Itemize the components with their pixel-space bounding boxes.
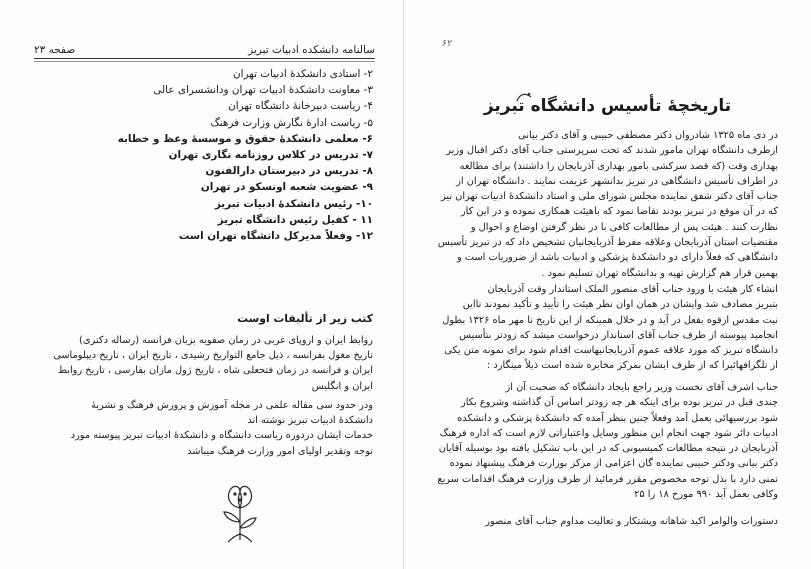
- left-page: [0, 0, 404, 569]
- floral-ornament-icon: [218, 478, 262, 544]
- text-line: دانشگاه تبریز که مورد علاقه عموم آذربایجانیهاست اقدام شود برای نمونه متن یکی: [444, 345, 778, 357]
- text-line: خدمات ایشان دردوره ریاست دانشگاه و دانشکدهٔ ادبیات تبریز پیوسته مورد: [70, 430, 373, 442]
- history-paragraph-1: [432, 128, 778, 281]
- list-item: ۱۱ - کفیل رئیس دانشگاه تبریز: [217, 213, 373, 226]
- text-line: آذربایجان در نتیجه مطالعات کمیسیونی که در این باب تشکیل یافته بود بوسیله آقایان: [438, 443, 778, 455]
- text-line: توجه وتقدیر اولیای امور وزارت فرهنگ میباشد: [187, 445, 373, 457]
- list-item: ۱۰- رئیس دانشکدهٔ ادبیات تبریز: [214, 197, 373, 210]
- history-paragraph-2: [432, 282, 778, 374]
- text-line: جناب اشرف آقای نخست وزیر راجع بایجاد دانشگاه که صحبت آن از: [505, 382, 778, 393]
- text-line: دانشکدهٔ ادبیات تبریز نوشته اند: [247, 415, 373, 427]
- text-line: دستورات والوامر اکید شاهانه وپشتکار و تعالیت مداوم جناب آقای منصور: [485, 516, 778, 527]
- text-line: وکافی بعمل آید ۹۹۰ مورخ ۱۸ را ۲۵: [634, 489, 778, 501]
- header-page-number: صفحه ۲۳: [34, 44, 76, 56]
- text-line: مقتضیات استان آذربایجان وعلاقه مفرط آذربایجانیان تشخیص داد که در تبریز تأسیس: [437, 237, 778, 249]
- telegram-paragraph: [432, 380, 778, 502]
- history-paragraph-4: [432, 514, 778, 529]
- header-title: سالنامه دانشکده ادبیات تبریز: [248, 44, 375, 56]
- list-item: ۴- ریاست دبیرخانهٔ دانشگاه تهران: [228, 100, 373, 113]
- list-item: ۵- ریاست ادارهٔ نگارش وزارت فرهنگ: [210, 116, 373, 129]
- text-line: در اطراف تأسیس دانشگاهی در تبریز بدانشهر عزیمت نمایند . دانشگاه تهران از: [456, 175, 778, 187]
- articles-paragraph: [23, 398, 373, 459]
- list-item: ۲- استادی دانشکدهٔ ادبیات تهران: [233, 68, 373, 80]
- works-subheading: کتب زیر از تألیفات اوست: [237, 312, 373, 325]
- text-line: نظارت کنند . هیئت پس از مطالعات کافی با در نظر گرفتن اوضاع و احوال و: [470, 221, 778, 233]
- list-item: ۸- تدریس در دبیرستان دارالفنون: [205, 165, 373, 178]
- text-line: انشاء کار هیئت با ورود جناب آقای منصور الملک استاندار وقت آذربایجان: [487, 284, 778, 295]
- text-line: روابط ایران و اروپای غربی در زمان صفویه بزبان فرانسه (رساله دکتری): [79, 335, 373, 346]
- header-rule: [34, 58, 375, 59]
- text-line: از تلگرافهائیرا که از طرف ایشان بمرکز مخابره شده است ذیلاً مینگارد :: [486, 360, 778, 372]
- text-line: ایران و انگلیس: [311, 380, 373, 392]
- text-line: انجامید پیوسته از طرف جناب آقای استاندار درخواست میشد که زودتر بتأسیس: [459, 329, 778, 341]
- text-line: چندی قبل در تبریز بوده برای اینکه هر چه زودتر اساس آن گذاشته وشروع بکار: [460, 397, 778, 409]
- list-item: ۷- تدریس در کلاس روزنامه نگاری تهران: [168, 149, 373, 162]
- page-number: ۶۲: [442, 38, 453, 49]
- list-item: ۳- معاونت دانشکدهٔ ادبیات تهران ودانشسرای عالی: [153, 84, 373, 97]
- text-line: تاریخ مغول بفرانسه ، ذیل جامع التواریخ رشیدی ، تاریخ ایران ، تاریخ دیپلوماسی: [53, 350, 373, 362]
- text-line: در دی ماه ۱۳۲۵ شادروان دکتر مصطفی حبیبی و آقای دکتر بیانی: [518, 130, 778, 141]
- text-line: نیت مقدس ازقوه بفعل در آید و در خلال همینکه از این تاریخ تا مهر ماه ۱۳۲۶ بطول: [442, 314, 778, 326]
- works-paragraph: [23, 333, 373, 394]
- positions-list: [43, 66, 373, 244]
- text-line: جناب آقای دکتر شفق نماینده مجلس شورای ملی و استاد دانشکدهٔ ادبیات تهران نیز: [440, 191, 778, 203]
- text-line: بهداری وقت (که قصد سرکشی بامور بهداری آذربایجان را داشتند) برای مطالعه: [459, 160, 778, 172]
- list-item: ۶- معلمی دانشکدهٔ حقوق و موسسهٔ وعظ و خطابه: [117, 132, 373, 145]
- text-line: بهمین قرار هم گزارش تهیه و بدانشگاه تهران تسلیم نمود .: [541, 267, 778, 279]
- running-header: [34, 38, 375, 56]
- chapter-title: تاریخچهٔ تأسیس دانشگاه تبریز: [483, 96, 732, 116]
- text-line: ودر حدود سی مقاله علمی در مجله آموزش و پرورش فرهنگ و نشریهٔ: [91, 400, 373, 411]
- text-line: که در آن موقع در تبریز بودند تقاضا نمود که باهیئت همکاری نموده و در این کار: [460, 206, 778, 218]
- header-rule-thin: [34, 61, 375, 62]
- list-item: ۹- عضویت شعبه اونسکو در تهران: [200, 181, 373, 194]
- text-line: دکتر بیانی ودکتر حبیبی نماینده گان اعزامی از مرکز بوزارت فرهنگ پیشنهاد نموده: [449, 458, 778, 470]
- text-line: ایران و فرانسه در زمان فتحعلی شاه ، تاریخ ژول مازان بفارسی ، تاریخ روابط: [57, 365, 373, 377]
- text-line: ازطرف دانشگاه تهران مامور شدند که تحت سرپرستی جناب آقای دکتر اقبال وزیر: [446, 145, 778, 157]
- list-item: ۱۲- وفعلاً مدیرکل دانشگاه تهران است: [178, 230, 373, 243]
- text-line: ادبیات دائر شود جهت انجام این منظور وسایل واعتباراتی لازم است که اداره فرهنگ: [439, 427, 778, 439]
- right-page: [404, 0, 811, 569]
- text-line: بتبریز مصادف شد وایشان در همان اوان نظر هیئت را تأیید و تأکید نمودند تااین: [462, 299, 778, 311]
- text-line: دانشگاهی که فعلاً دارای دو دانشکدهٔ پزشکی و ادبیات باشد از ضروریات است و: [456, 252, 778, 264]
- text-line: شود بررسیهائی بعمل آمد وفعلاً چنین بنظر آمده که دانشکدهٔ پزشکی و دانشکده: [457, 412, 778, 424]
- text-line: تمنی دارد با بذل توجه مخصوص مقرر فرمائید از طرف وزارت فرهنگ اقدامات سریع: [437, 473, 778, 485]
